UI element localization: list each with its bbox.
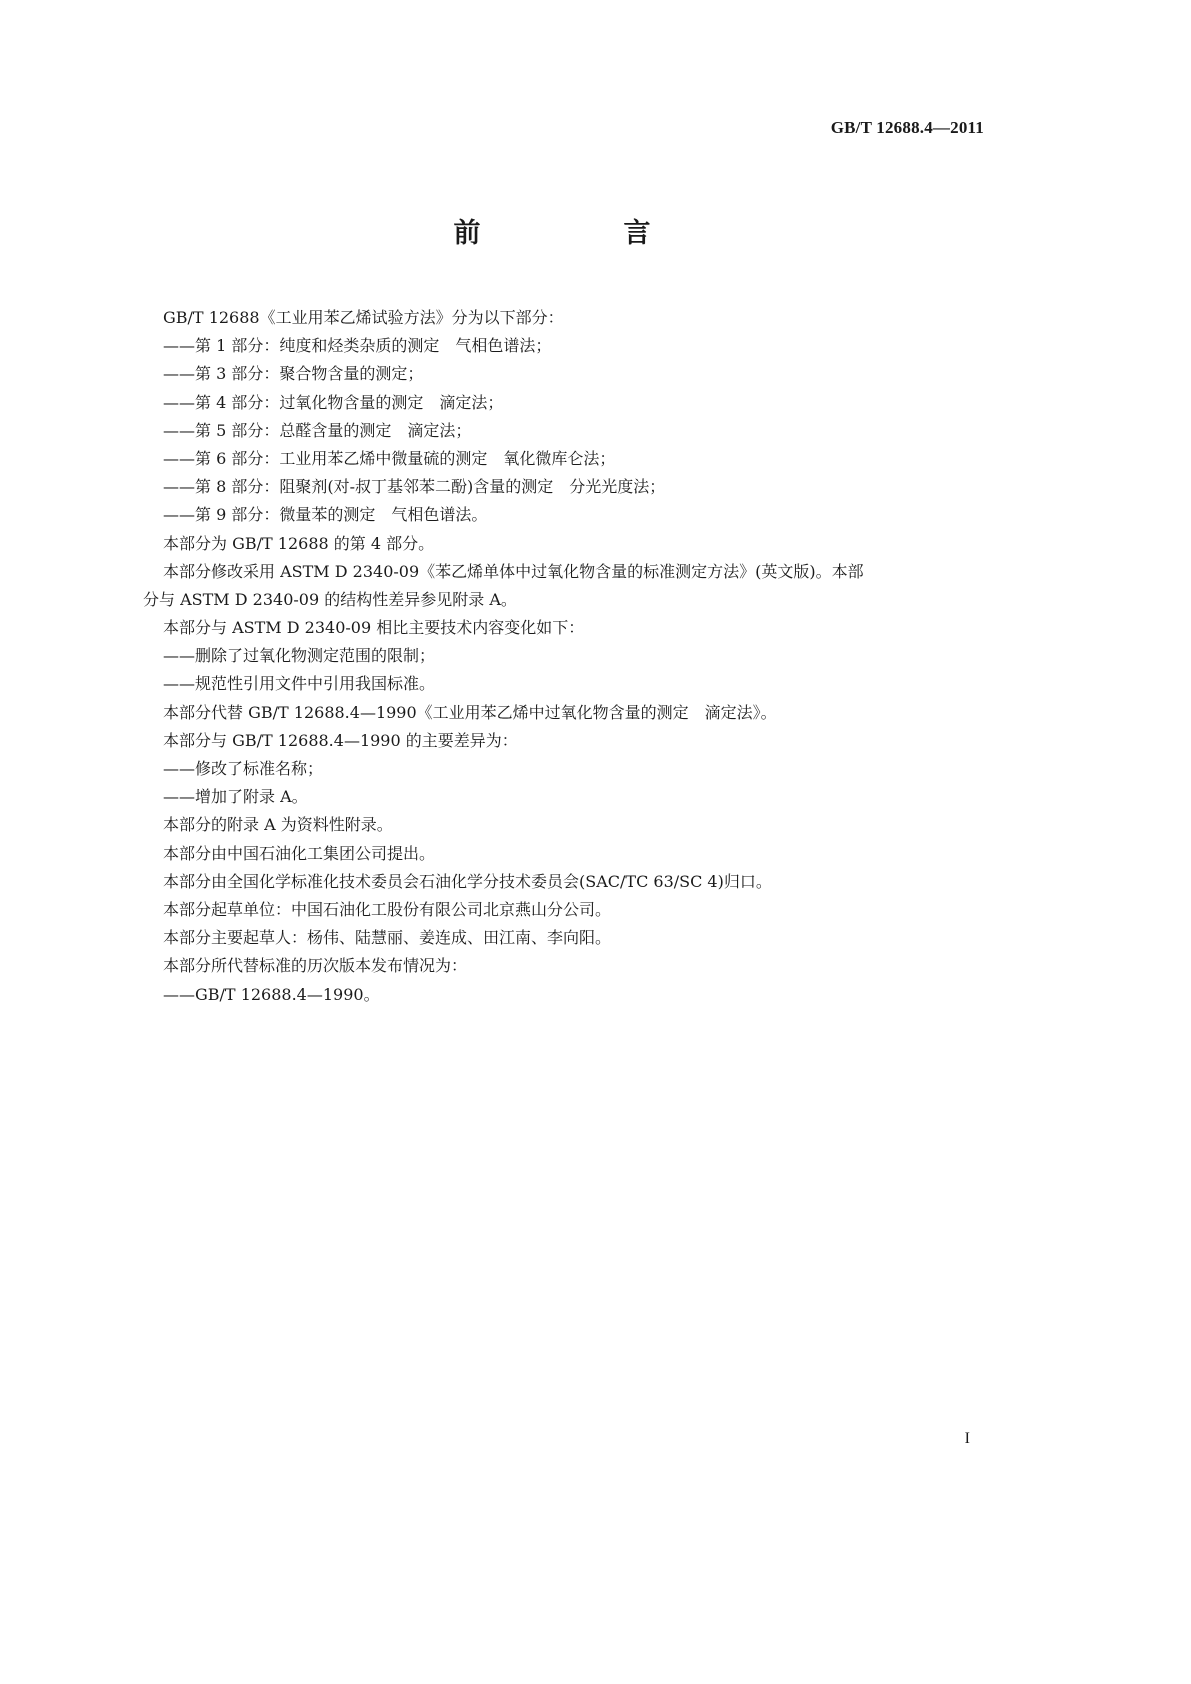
- list-item: ——规范性引用文件中引用我国标准。: [163, 674, 436, 694]
- list-item: ——删除了过氧化物测定范围的限制；: [163, 646, 436, 666]
- paragraph-continuation: 分与 ASTM D 2340-09 的结构性差异参见附录 A。: [143, 589, 517, 609]
- paragraph: 本部分修改采用 ASTM D 2340-09《苯乙烯单体中过氧化物含量的标准测定方法》(英文版)。本部: [163, 561, 864, 581]
- list-item: ——第 4 部分：过氧化物含量的测定 滴定法；: [163, 392, 504, 412]
- paragraph: 本部分与 GB/T 12688.4—1990 的主要差异为：: [163, 730, 518, 750]
- page-number: I: [964, 1430, 970, 1447]
- page-title: 前 言: [453, 218, 709, 249]
- paragraph: 本部分主要起草人：杨伟、陆慧丽、姜连成、田江南、李向阳。: [163, 928, 612, 948]
- list-item: ——第 9 部分：微量苯的测定 气相色谱法。: [163, 505, 488, 525]
- paragraph: 本部分的附录 A 为资料性附录。: [163, 815, 393, 835]
- list-item: ——增加了附录 A。: [163, 787, 308, 807]
- list-item: ——修改了标准名称；: [163, 759, 324, 778]
- paragraph: 本部分代替 GB/T 12688.4—1990《工业用苯乙烯中过氧化物含量的测定 滴定法》。: [163, 702, 777, 722]
- paragraph: 本部分由全国化学标准化技术委员会石油化学分技术委员会(SAC/TC 63/SC 4)归口。: [163, 871, 772, 891]
- list-item: ——第 6 部分：工业用苯乙烯中微量硫的测定 氧化微库仑法；: [163, 448, 616, 468]
- paragraph: 本部分与 ASTM D 2340-09 相比主要技术内容变化如下：: [163, 618, 585, 638]
- list-item: ——第 5 部分：总醛含量的测定 滴定法；: [163, 420, 472, 440]
- standard-code: GB/T 12688.4—2011: [830, 118, 984, 137]
- list-item: ——GB/T 12688.4—1990。: [163, 984, 380, 1004]
- paragraph: 本部分起草单位：中国石油化工股份有限公司北京燕山分公司。: [163, 899, 612, 919]
- paragraph: 本部分为 GB/T 12688 的第 4 部分。: [163, 533, 435, 553]
- foreword-body: [143, 304, 985, 1009]
- paragraph: GB/T 12688《工业用苯乙烯试验方法》分为以下部分：: [163, 308, 564, 327]
- paragraph: 本部分由中国石油化工集团公司提出。: [163, 843, 436, 863]
- list-item: ——第 1 部分：纯度和烃类杂质的测定 气相色谱法；: [163, 336, 552, 356]
- list-item: ——第 8 部分：阻聚剂(对-叔丁基邻苯二酚)含量的测定 分光光度法；: [163, 477, 666, 497]
- paragraph: 本部分所代替标准的历次版本发布情况为：: [163, 956, 468, 976]
- list-item: ——第 3 部分：聚合物含量的测定；: [163, 364, 424, 384]
